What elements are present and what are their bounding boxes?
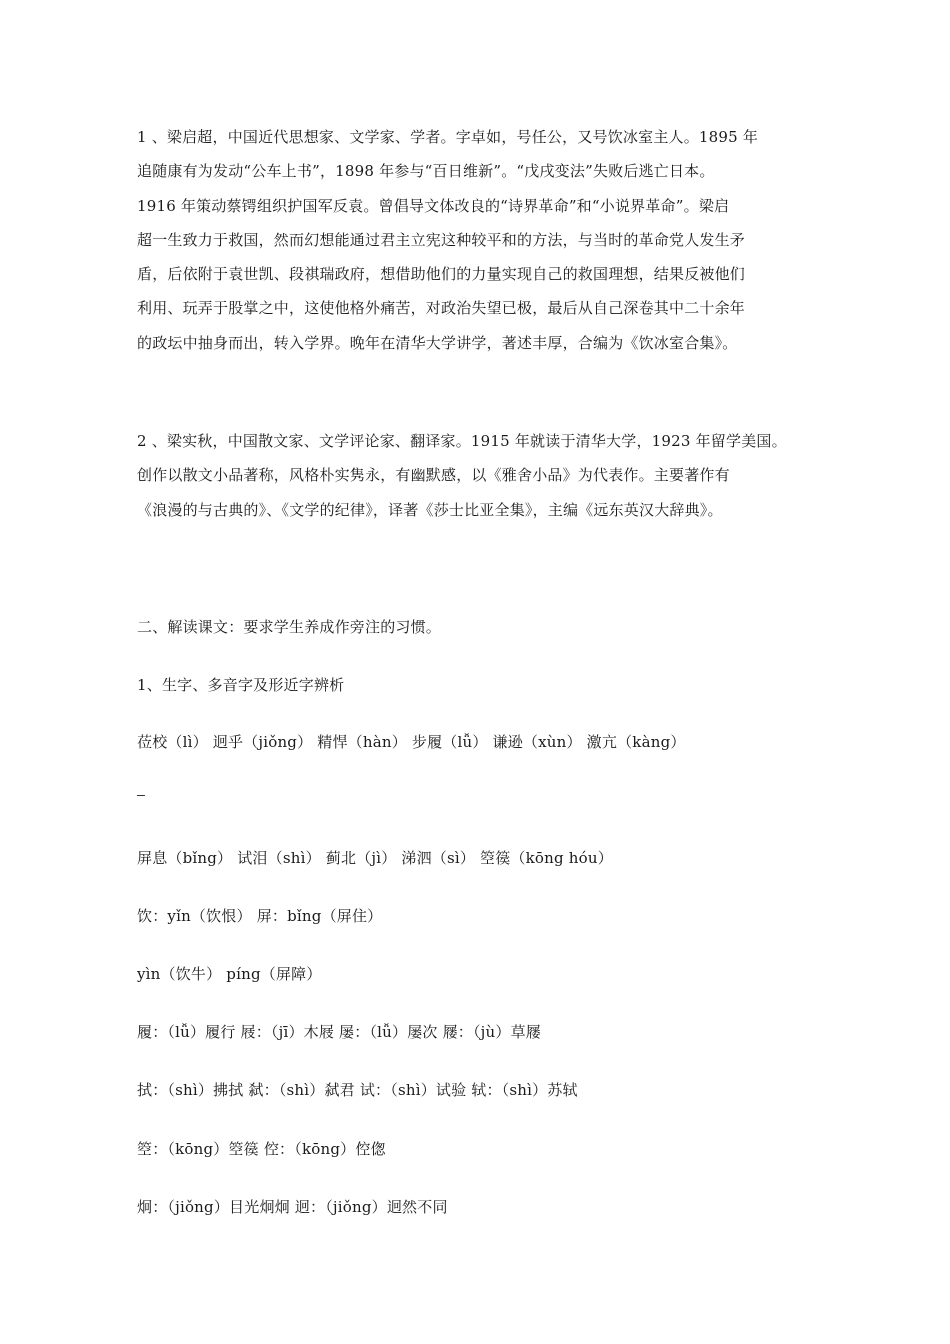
vocab-row: 履：（lǚ）履行 屐：（jī）木屐 屡：（lǚ）屡次 屦：（jù）草屦 <box>137 1023 541 1041</box>
text-line: 2 、梁实秋，中国散文家、文学评论家、翻译家。1915 年就读于清华大学，1923 年留学美国。 <box>137 432 787 450</box>
biography-liang-qichao <box>137 120 837 360</box>
vocab-row: 屏息（bǐng） 试泪（shì） 蓟北（jì） 涕泗（sì） 箜篌（kōng hóu） <box>137 849 613 867</box>
text-line: 盾，后依附于袁世凯、段祺瑞政府，想借助他们的力量实现自己的救国理想，结果反被他们 <box>137 265 746 284</box>
text-line: 追随康有为发动“公车上书”，1898 年参与“百日维新”。“戊戌变法”失败后逃亡日本。 <box>137 162 715 181</box>
vocab-row: 莅校（lì） 迥乎（jiǒng） 精悍（hàn） 步履（lǚ） 谦逊（xùn） 激亢（kàng） <box>137 733 686 751</box>
text-line: 的政坛中抽身而出，转入学界。晚年在清华大学讲学，著述丰厚，合编为《饮冰室合集》。 <box>137 333 738 352</box>
dash-mark <box>137 795 145 796</box>
vocab-row: 箜：（kōng）箜篌 倥：（kōng）倥偬 <box>137 1140 386 1158</box>
vocab-row: 饮：yǐn（饮恨） 屏：bǐng（屏住） <box>137 907 383 925</box>
sub-heading: 1、生字、多音字及形近字辨析 <box>137 676 345 694</box>
text-line: 利用、玩弄于股掌之中，这使他格外痛苦，对政治失望已极，最后从自己深卷其中二十余年 <box>137 299 746 318</box>
text-line: 《浪漫的与古典的》、《文学的纪律》，译著《莎士比亚全集》，主编《远东英汉大辞典》。 <box>137 500 723 519</box>
text-line: 1916 年策动蔡锷组织护国军反袁。曾倡导文体改良的“诗界革命”和“小说界革命”。梁启 <box>137 196 730 215</box>
biography-liang-shiqiu <box>137 424 837 527</box>
vocab-row: 拭：（shì）拂拭 弑：（shì）弑君 试：（shì）试验 轼：（shì）苏轼 <box>137 1081 578 1099</box>
vocab-row: 炯：（jiǒng）目光炯炯 迥：（jiǒng）迥然不同 <box>137 1198 448 1216</box>
section-heading: 二、解读课文：要求学生养成作旁注的习惯。 <box>137 618 442 636</box>
text-line: 1 、梁启超，中国近代思想家、文学家、学者。字卓如，号任公，又号饮冰室主人。1895 年 <box>137 128 759 146</box>
text-line: 创作以散文小品著称，风格朴实隽永，有幽默感，以《雅舍小品》为代表作。主要著作有 <box>137 466 730 485</box>
vocab-row: yìn（饮牛） píng（屏障） <box>137 965 322 983</box>
text-line: 超一生致力于救国，然而幻想能通过君主立宪这种较平和的方法，与当时的革命党人发生矛 <box>137 230 746 249</box>
